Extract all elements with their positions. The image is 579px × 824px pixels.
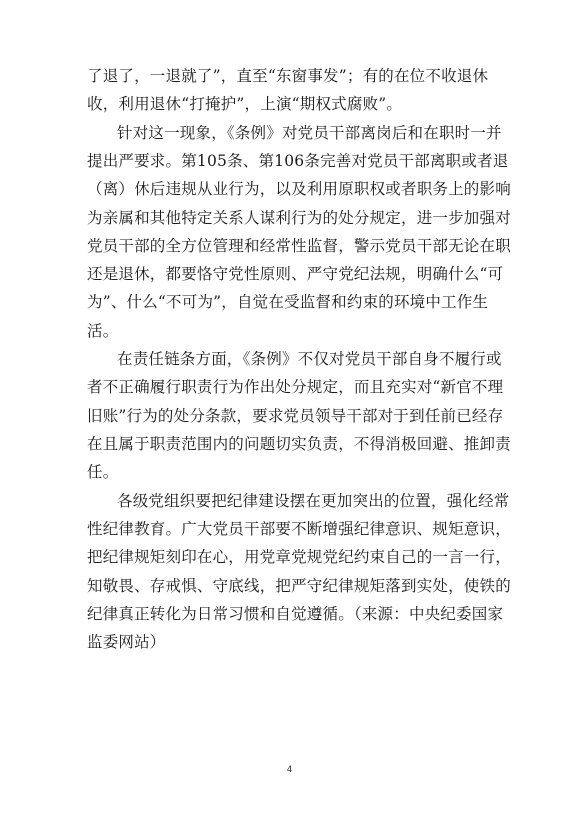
text-line: 在且属于职责范围内的问题切实负责，不得消极回避、推卸责	[87, 435, 511, 453]
text-line: 党员干部的全方位管理和经常性监督，警示党员干部无论在职	[87, 237, 511, 255]
text-line: 性纪律教育。广大党员干部要不断增强纪律意识、规矩意识，	[87, 520, 511, 538]
text-line: 者不正确履行职责行为作出处分规定，而且充实对“新官不理	[87, 378, 504, 396]
paragraph-start-line: 在责任链条方面，《条例》不仅对党员干部自身不履行或	[117, 350, 502, 368]
text-line: 旧账”行为的处分条款，要求党员领导干部对于到任前已经存	[87, 407, 504, 425]
paragraph-start-line: 针对这一现象，《条例》对党员干部离岗后和在职时一并	[117, 124, 502, 142]
text-line: 了退了，一退就了”，直至“东窗事发”；有的在位不收退休	[87, 67, 489, 85]
text-line: 为亲属和其他特定关系人谋利行为的处分规定，进一步加强对	[87, 209, 511, 227]
text-line: 任。	[87, 463, 119, 481]
text-line: 监委网站）	[87, 633, 166, 651]
text-line: 提出严要求。第105条、第106条完善对党员干部离职或者退	[87, 152, 509, 170]
paragraph-start-line: 各级党组织要把纪律建设摆在更加突出的位置，强化经常	[117, 492, 510, 510]
text-line: 知敬畏、存戒惧、守底线，把严守纪律规矩落到实处，使铁的	[87, 577, 511, 595]
text-line: 为”、什么“不可为”，自觉在受监督和约束的环境中工作生	[87, 293, 489, 311]
text-line: 活。	[87, 322, 119, 340]
page-number: 4	[286, 764, 292, 774]
text-line: 还是退休，都要恪守党性原则、严守党纪法规，明确什么“可	[87, 265, 504, 283]
text-line: 把纪律规矩刻印在心，用党章党规党纪约束自己的一言一行，	[87, 548, 511, 566]
text-line: 收，利用退休“打掩护”，上演“期权式腐败”。	[87, 95, 403, 113]
text-line: （离）休后违规从业行为，以及利用原职权或者职务上的影响	[87, 180, 511, 198]
text-line: 纪律真正转化为日常习惯和自觉遵循。（来源：中央纪委国家	[87, 605, 504, 623]
